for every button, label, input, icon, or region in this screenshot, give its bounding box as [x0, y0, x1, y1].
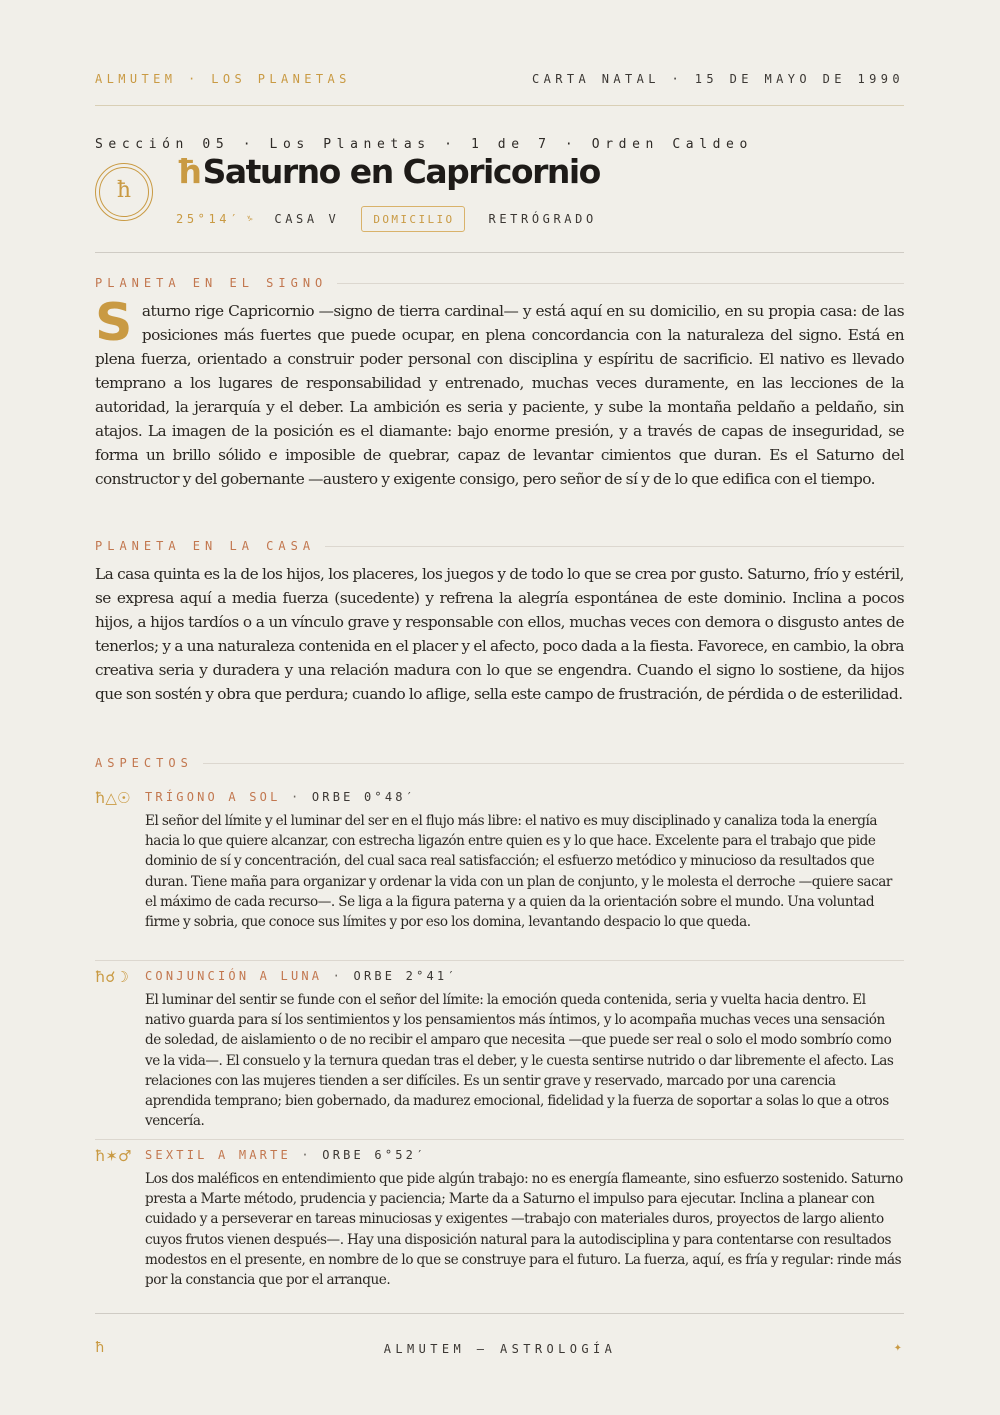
position-meta — [176, 205, 597, 233]
aspect-name: CONJUNCIÓN A LUNA — [145, 969, 323, 983]
aspect-separator: · — [301, 1148, 312, 1162]
sign-paragraph — [95, 293, 904, 491]
motion-label: RETRÓGRADO — [488, 212, 597, 226]
aspect-divider — [95, 960, 904, 961]
page-title — [176, 152, 600, 191]
footer-label: ALMUTEM — ASTROLOGÍA — [383, 1342, 617, 1356]
footer-divider — [95, 1313, 904, 1314]
sign-text: aturno rige Capricornio —signo de tierra cardinal— y está aquí en su domicilio, en su propia casa: de las posiciones más fuertes que puede ocupar, en plena concordancia con la naturaleza del signo. Está en plena fuerza, orientado a construir poder personal con disciplina y espíritu de sacrificio. El nativo es llevado temprano a los lugares de responsabilidad y entrenado, muchas veces duramente, en las lecciones de la autoridad, la jerarquía y el deber. La ambición es seria y paciente, y sube la montaña peldaño a peldaño, sin atajos. La imagen de la posición es el diamante: bajo enorme presión, y a través de capas de inseguridad, se forma un brillo sólido e imposible de quebrar, capaz de levantar cimientos que duran. Es el Saturno del constructor y del gobernante —austero y exigente consigo, pero señor de sí y de lo que edifica con el tiempo. — [95, 302, 904, 488]
section-breadcrumb: Sección 05 · Los Planetas · 1 de 7 · Orden Caldeo — [95, 137, 753, 152]
top-bar — [95, 72, 904, 86]
aspects-heading-rule — [203, 763, 904, 764]
drop-cap: S — [95, 293, 132, 353]
star-ornament-icon: ✦ — [893, 1343, 902, 1354]
aspects-heading-text: ASPECTOS — [95, 756, 193, 770]
aspect-name: SEXTIL A MARTE — [145, 1148, 291, 1162]
house-heading-text: PLANETA EN LA CASA — [95, 539, 316, 553]
aspect-orb: ORBE 2°41′ — [353, 969, 458, 983]
aspect-header — [145, 1148, 427, 1162]
saturn-badge-icon — [95, 163, 153, 221]
aspect-text: El luminar del sentir se funde con el señor del límite: la emoción queda contenida, seria y vuelta hacia dentro. El nativo guarda para sí los sentimientos y los pensamientos más íntimos, y lo acompaña muchas veces una sensación de soledad, de aislamiento o de no recibir el amparo que necesita —que puede ser real o solo el modo sombrío como ve la vida—. El consuelo y la ternura quedan tras el deber, y le cuesta sentirse nutrido o dar libremente el afecto. Las relaciones con las mujeres tienden a ser difíciles. Es un sentir grave y reservado, marcado por una carencia aprendida temprano; bien gobernado, da madurez emocional, fidelidad y la fuerza de soportar a solas lo que a otros vencería. — [145, 992, 894, 1130]
house-paragraph: La casa quinta es la de los hijos, los placeres, los juegos y de todo lo que se crea por gusto. Saturno, frío y estéril, se expresa aquí a media fuerza (sucedente) y refrena la alegría espontánea de este dominio. Inclina a pocos hijos, a hijos tardíos o a un vínculo grave y responsable con ellos, muchas veces con demora o disgusto antes de tenerlos; y a una naturaleza contenida en el placer y el afecto, poco dada a la fiesta. Favorece, en cambio, la obra creativa seria y duradera y una relación madura con lo que se engendra. Cuando el signo lo sostiene, da hijos que son sostén y obra que perdura; cuando lo aflige, sella este campo de frustración, de pérdida o de esterilidad. — [95, 565, 904, 703]
aspect-orb: ORBE 6°52′ — [322, 1148, 427, 1162]
aspect-orb: ORBE 0°48′ — [311, 790, 417, 804]
header-divider — [95, 105, 904, 106]
aspect-divider — [95, 1139, 904, 1140]
aspect-header — [145, 969, 458, 983]
house-label: CASA V — [274, 212, 340, 226]
trine-sun-icon: ħ△☉ — [95, 789, 131, 807]
page-title-text: Saturno en Capricornio — [202, 152, 600, 191]
conjunction-moon-icon: ħ☌☽ — [95, 968, 129, 986]
sign-section-heading — [95, 276, 904, 290]
house-heading-rule — [325, 546, 904, 547]
sign-heading-text: PLANETA EN EL SIGNO — [95, 276, 328, 290]
chart-label: CARTA NATAL · 15 DE MAYO DE 1990 — [532, 72, 904, 86]
aspect-separator: · — [332, 969, 344, 983]
saturn-glyph-icon: ħ — [116, 178, 132, 203]
aspect-name: TRÍGONO A SOL — [145, 790, 281, 804]
capricorn-icon: ♑ — [246, 214, 253, 224]
aspect-separator: · — [290, 790, 302, 804]
aspect-header — [145, 790, 416, 804]
sextile-mars-icon: ħ✶♂ — [95, 1147, 132, 1165]
house-section-heading — [95, 539, 904, 553]
degree-value: 25°14′ — [176, 212, 241, 226]
aspect-text: Los dos maléficos en entendimiento que pide algún trabajo: no es energía flameante, sino esfuerzo sostenido. Saturno presta a Marte método, prudencia y paciencia; Marte da a Saturno el impulso para ejecutar. Inclina a planear con cuidado y a perseverar en tareas minuciosas y exigentes —trabajo con materiales duros, proyectos de largo aliento cuyos frutos vienen después—. Hay una disposición natural para la autodisciplina y para contentarse con resultados modestos en el presente, en nombre de lo que se construye para el futuro. La fuerza, aquí, es fría y regular: rinde más por la constancia que por el arranque. — [145, 1171, 903, 1289]
dignity-badge: DOMICILIO — [361, 206, 464, 232]
saturn-footer-icon: ħ — [95, 1340, 105, 1356]
sign-heading-rule — [337, 283, 904, 284]
title-divider — [95, 252, 904, 253]
brand-label: ALMUTEM · LOS PLANETAS — [95, 72, 351, 86]
saturn-title-icon: ħ — [176, 152, 201, 191]
aspect-text: El señor del límite y el luminar del ser en el flujo más libre: el nativo es muy disciplinado y canaliza toda la energía hacia lo que quiere alcanzar, con estrecha ligazón entre quien es y lo que hace. Excelente para el trabajo que pide dominio de sí y concentración, del cual saca real satisfacción; el esfuerzo metódico y minucioso da resultados que duran. Tiene maña para organizar y ordenar la vida con un plan de conjunto, y le molesta el derroche —quiere sacar el máximo de cada recurso—. Se liga a la figura paterna y a quien da la orientación sobre el mundo. Una voluntad firme y sobria, que conoce sus límites y por eso los domina, levantando despacio lo que queda. — [145, 813, 892, 931]
aspects-section-heading — [95, 756, 904, 770]
